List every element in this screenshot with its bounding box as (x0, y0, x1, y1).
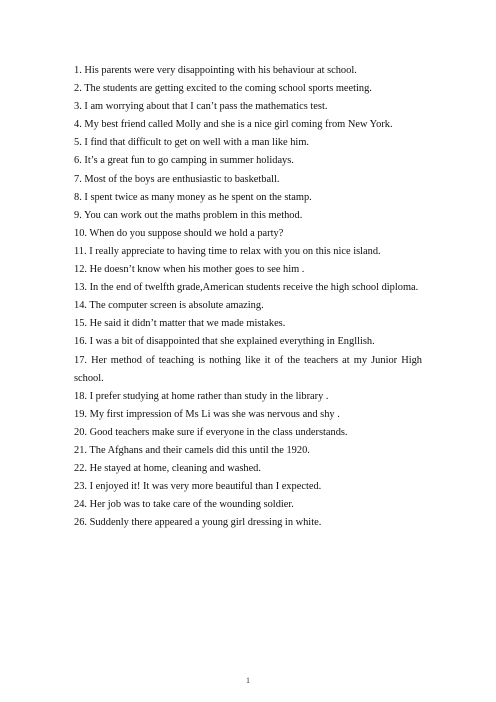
sentence-item: 24. Her job was to take care of the wounding soldier. (74, 499, 294, 511)
sentence-item: 1. His parents were very disappointing with his behaviour at school. (74, 65, 357, 76)
sentence-item: 26. Suddenly there appeared a young girl dressing in white. (74, 517, 322, 529)
sentence-item: 5. I find that difficult to get on well with a man like him. (74, 137, 309, 149)
sentence-item: 2. The students are getting excited to the coming school sports meeting. (74, 83, 372, 95)
sentence-item: 3. I am worrying about that I can’t pass the mathematics test. (74, 101, 328, 113)
sentence-item: 18. I prefer studying at home rather than study in the library . (74, 390, 329, 402)
page-number: 1 (246, 676, 250, 685)
sentence-item: 10. When do you suppose should we hold a party? (74, 227, 284, 239)
sentence-item: 15. He said it didn’t matter that we made mistakes. (74, 318, 286, 330)
sentence-item: 9. You can work out the maths problem in this method. (74, 209, 303, 221)
sentence-item: 22. He stayed at home, cleaning and washed. (74, 463, 261, 475)
sentence-item: 11. I really appreciate to having time to relax with you on this nice island. (74, 245, 381, 257)
sentence-item: 14. The computer screen is absolute amazing. (74, 300, 264, 312)
sentence-item: 23. I enjoyed it! It was very more beautiful than I expected. (74, 481, 322, 493)
sentence-item: 16. I was a bit of disappointed that she explained everything in Engllish. (74, 336, 375, 348)
sentence-item: 20. Good teachers make sure if everyone in the class understands. (74, 426, 348, 438)
sentence-item: 19. My first impression of Ms Li was she was nervous and shy . (74, 408, 340, 420)
sentence-item: 13. In the end of twelfth grade,American students receive the high school diploma. (74, 282, 419, 294)
sentence-item: 7. Most of the boys are enthusiastic to basketball. (74, 173, 280, 185)
sentence-item: 4. My best friend called Molly and she is a nice girl coming from New York. (74, 119, 393, 131)
sentence-item: 21. The Afghans and their camels did this until the 1920. (74, 444, 310, 456)
sentence-list (74, 62, 422, 532)
sentence-item: 12. He doesn’t know when his mother goes to see him . (74, 264, 305, 276)
sentence-item: 6. It’s a great fun to go camping in summer holidays. (74, 155, 294, 167)
sentence-item: 17. Her method of teaching is nothing like it of the teachers at my Junior High school. (74, 354, 422, 384)
sentence-item: 8. I spent twice as many money as he spent on the stamp. (74, 191, 312, 203)
